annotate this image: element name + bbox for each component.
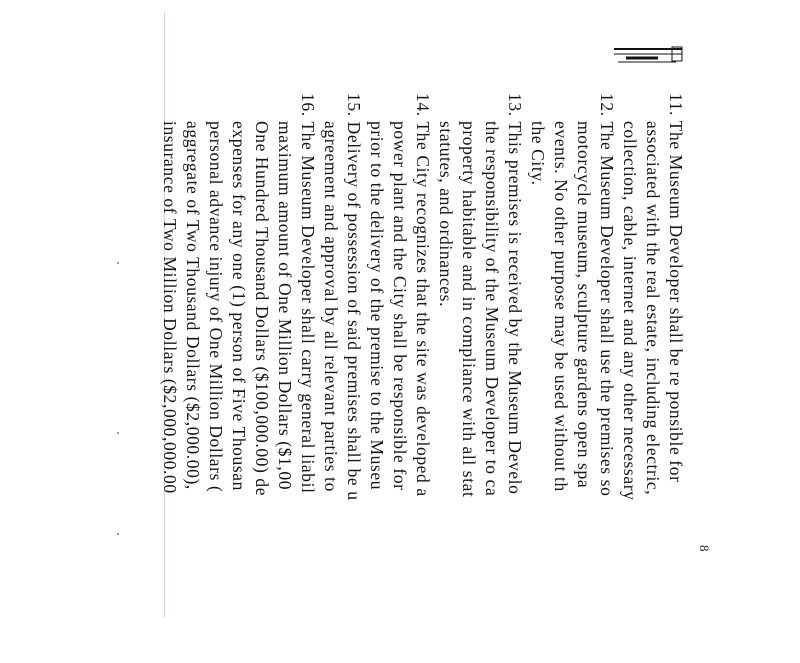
text-line: personal advance injury of One Million Dollars ( xyxy=(206,121,226,493)
text-line: collection, cable, internet and any other necessary xyxy=(620,121,640,501)
text-line: 14. The City recognizes that the site was developed a xyxy=(413,93,433,497)
text-line: 11. The Museum Developer shall be re ponsible for xyxy=(666,93,686,483)
text-line: associated with the real estate, including electric, xyxy=(643,121,663,496)
header-ornament-icon xyxy=(612,45,684,65)
text-line: statutes, and ordinances. xyxy=(436,121,456,308)
text-line: maximum amount of One Million Dollars ($1,00 xyxy=(275,121,295,491)
text-line: 12. The Museum Developer shall use the premises so xyxy=(597,93,617,497)
text-line: 13. This premises is received by the Museum Develo xyxy=(505,93,525,495)
text-line: the City. xyxy=(528,121,548,186)
text-line: insurance of Two Million Dollars ($2,000,000.00 xyxy=(160,121,180,494)
text-line: expenses for any one (1) person of Five Thousan xyxy=(229,121,249,492)
rotated-text-block xyxy=(160,93,688,663)
text-line: prior to the delivery of the premise to the Museu xyxy=(367,121,387,491)
text-line: 15. Delivery of possession of said premises shall be u xyxy=(344,93,364,501)
text-line: property habitable and in compliance with all stat xyxy=(459,121,479,498)
text-line: agreement and approval by all relevant parties to xyxy=(321,121,341,492)
scan-speck xyxy=(117,533,119,535)
text-line: events. No other purpose may be used without th xyxy=(551,121,571,492)
text-line: the responsibility of the Museum Developer to ca xyxy=(482,121,502,497)
page-number: 8 xyxy=(697,545,712,552)
text-line: aggregate of Two Thousand Dollars ($2,000.00), xyxy=(183,121,203,490)
scan-speck xyxy=(117,262,119,264)
text-line: power plant and the City shall be responsible for xyxy=(390,121,410,491)
scan-speck xyxy=(117,432,119,434)
text-line: One Hundred Thousand Dollars ($100,000.00) de xyxy=(252,121,272,497)
text-line: motorcycle museum, sculpture gardens open spa xyxy=(574,121,594,489)
text-line: 16. The Museum Developer shall carry general liabil xyxy=(298,93,318,494)
